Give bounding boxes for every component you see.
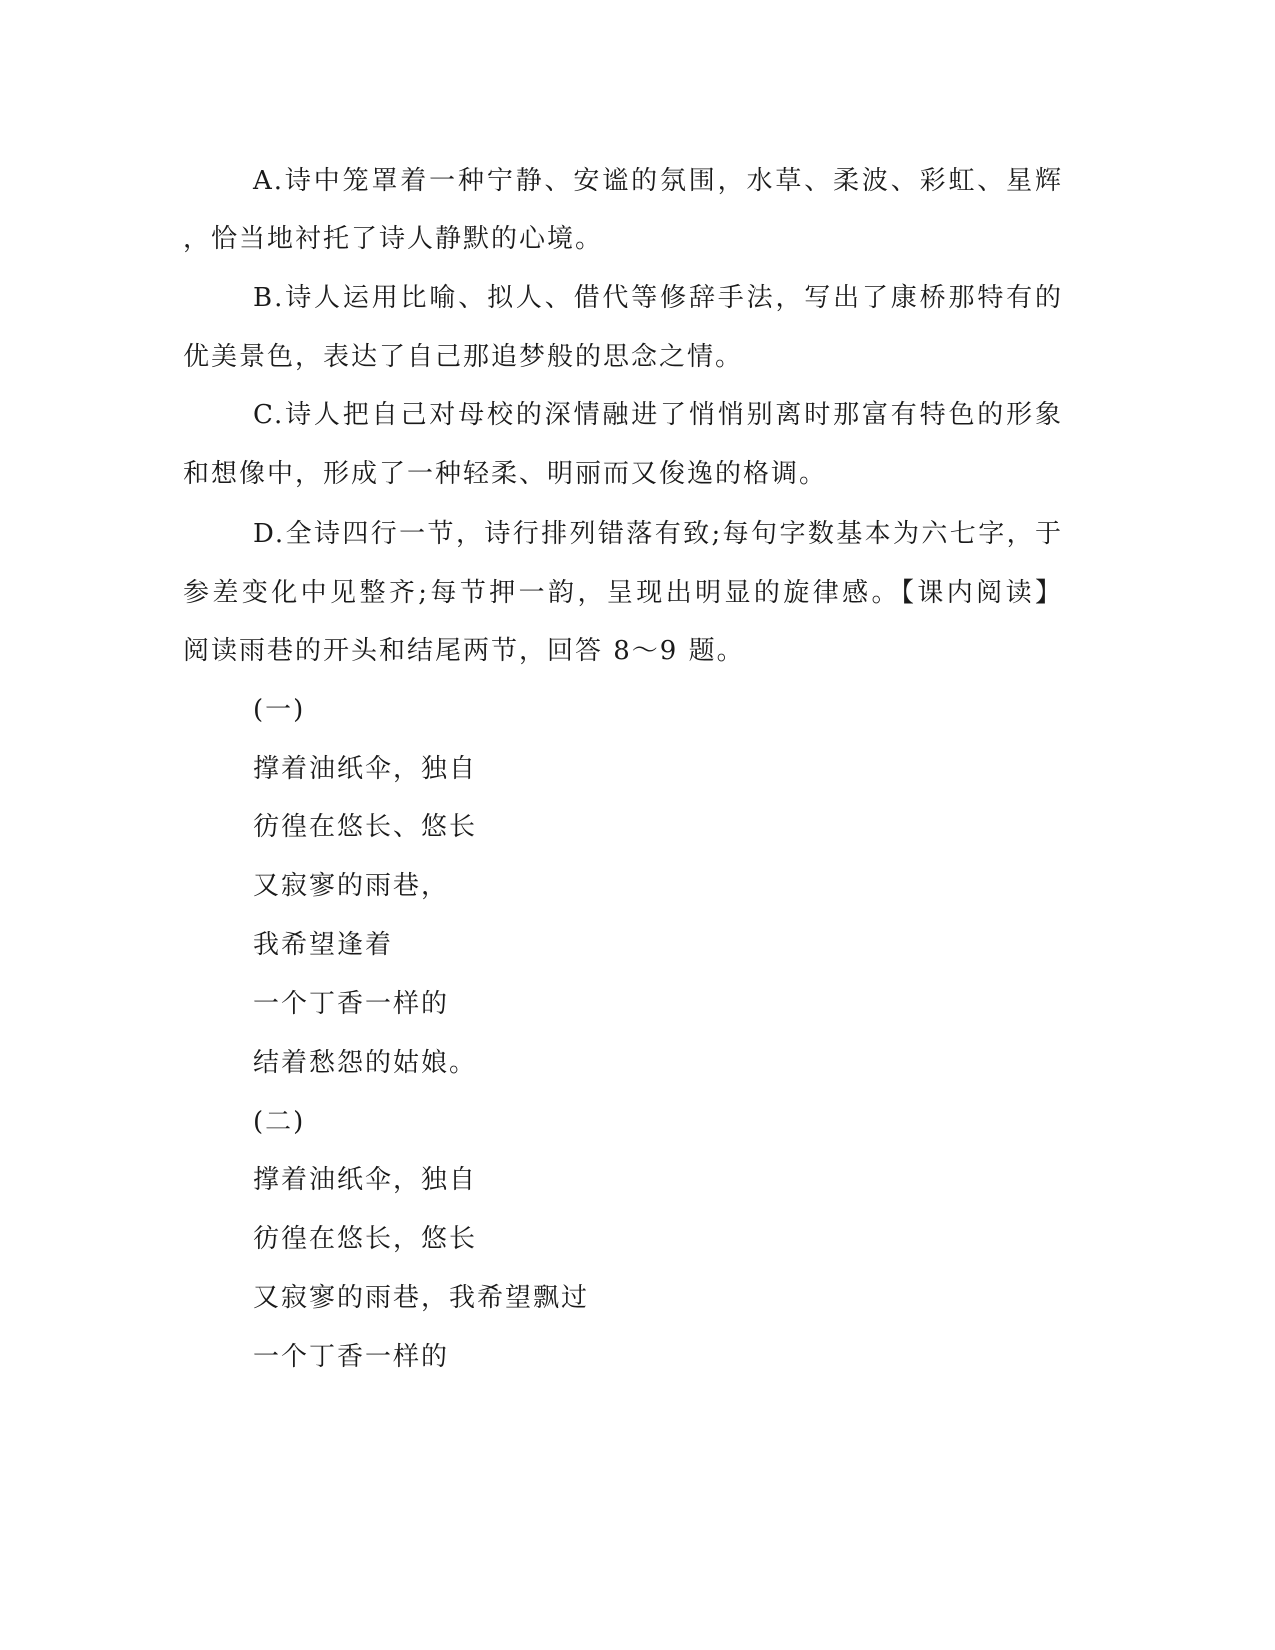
option-c-line-2: 和想像中，形成了一种轻柔、明丽而又俊逸的格调。 (183, 459, 828, 489)
poem-line: 又寂寥的雨巷， (253, 871, 450, 901)
poem-line: 我希望逢着 (253, 930, 394, 960)
section-1-label: (一) (253, 695, 306, 725)
option-a-line-2: ，恰当地衬托了诗人静默的心境。 (183, 224, 604, 254)
poem-line: 一个丁香一样的 (253, 1342, 450, 1372)
instruction-line: 阅读雨巷的开头和结尾两节，回答 8～9 题。 (183, 636, 745, 666)
poem-line: 彷徨在悠长，悠长 (253, 1224, 478, 1254)
poem-line: 撑着油纸伞，独自 (253, 1165, 478, 1195)
option-d-line-1: D.全诗四行一节，诗行排列错落有致;每句字数基本为六七字，于 (253, 519, 1063, 549)
option-b-line-2: 优美景色，表达了自己那追梦般的思念之情。 (183, 342, 744, 372)
section-2-label: (二) (253, 1107, 306, 1137)
poem-line: 结着愁怨的姑娘。 (253, 1048, 478, 1078)
poem-line: 彷徨在悠长、悠长 (253, 812, 478, 842)
option-a-line-1: A.诗中笼罩着一种宁静、安谧的氛围，水草、柔波、彩虹、星辉 (253, 166, 1063, 196)
option-c-line-1: C.诗人把自己对母校的深情融进了悄悄别离时那富有特色的形象 (253, 400, 1063, 430)
poem-line: 又寂寥的雨巷，我希望飘过 (253, 1283, 590, 1313)
option-d-line-2: 参差变化中见整齐;每节押一韵，呈现出明显的旋律感。【课内阅读】 (183, 578, 1063, 608)
poem-line: 撑着油纸伞，独自 (253, 754, 478, 784)
option-b-line-1: B.诗人运用比喻、拟人、借代等修辞手法，写出了康桥那特有的 (253, 283, 1063, 313)
poem-line: 一个丁香一样的 (253, 989, 450, 1019)
